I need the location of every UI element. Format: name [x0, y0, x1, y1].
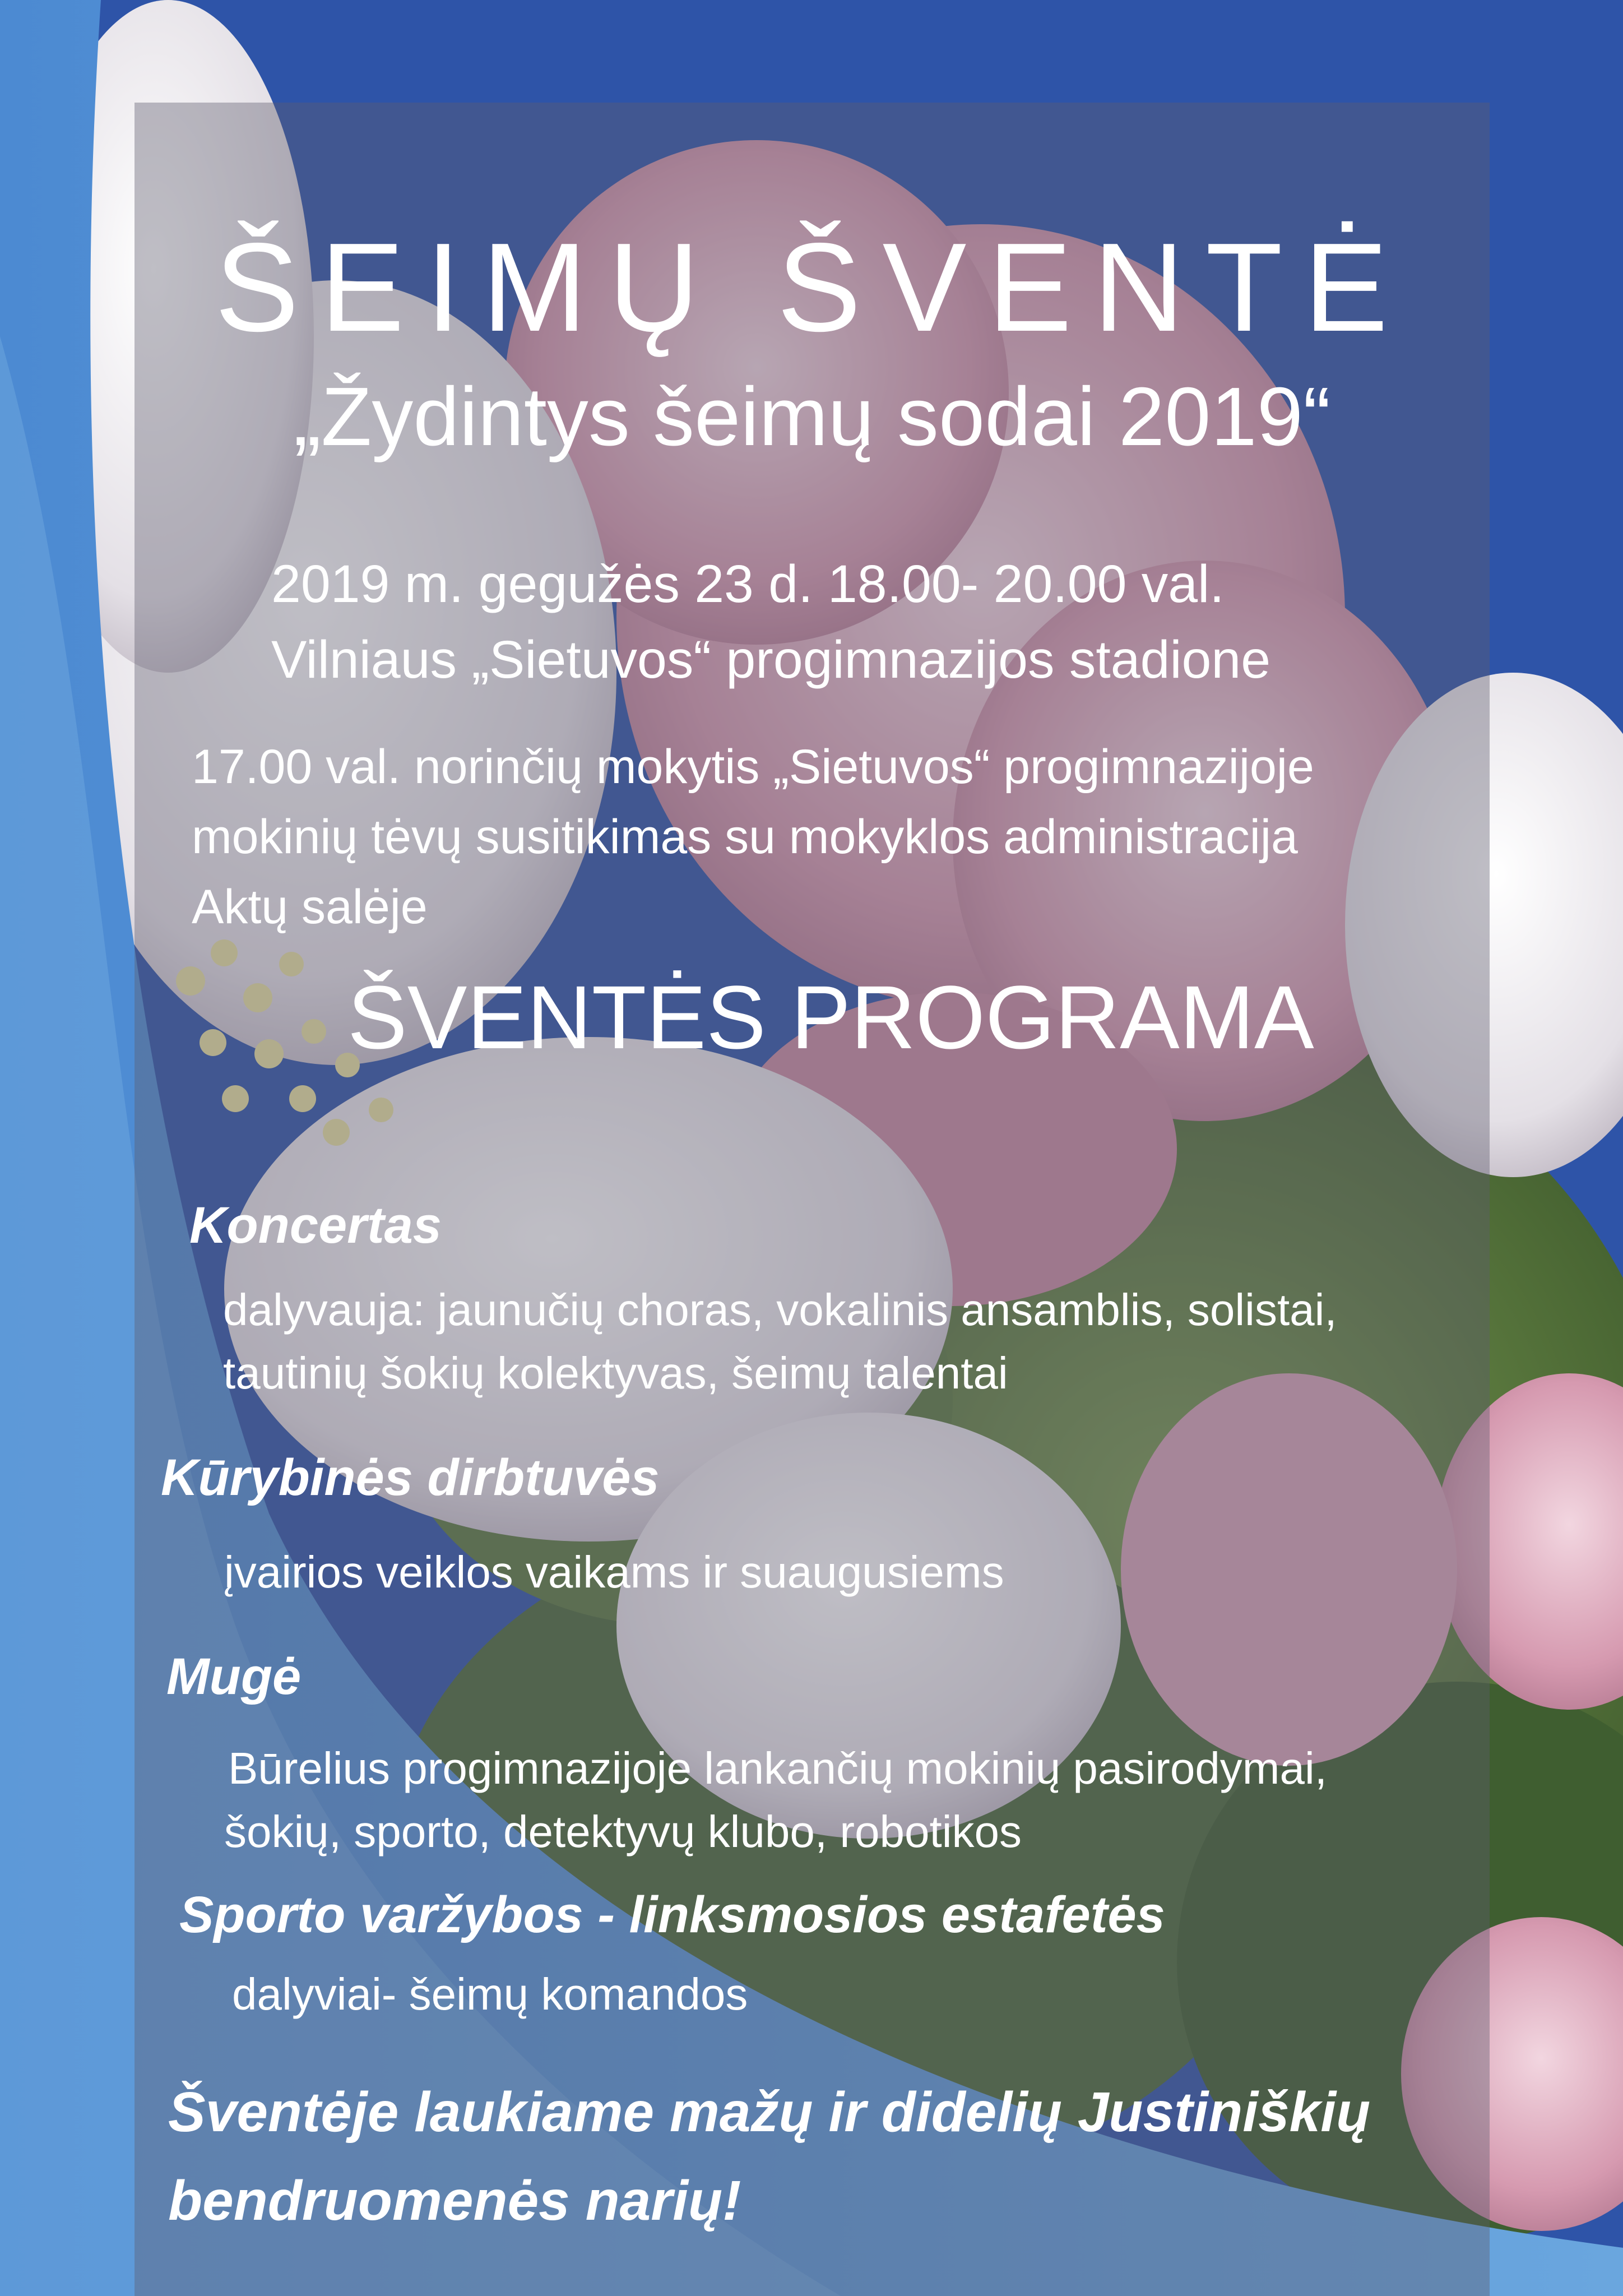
- info-line: 17.00 val. norinčių mokytis „Sietuvos“ progimnazijoje: [192, 740, 1314, 794]
- section-line: šokių, sporto, detektyvų klubo, robotikos: [224, 1807, 1022, 1857]
- section-heading-koncertas: Koncertas: [189, 1197, 442, 1254]
- event-location: Vilniaus „Sietuvos“ progimnazijos stadione: [271, 630, 1271, 689]
- info-line: mokinių tėvų susitikimas su mokyklos administracija: [192, 810, 1298, 864]
- section-heading-sporto-varzybos: Sporto varžybos - linksmosios estafetės: [179, 1886, 1165, 1943]
- section-line: dalyvauja: jaunučių choras, vokalinis ansamblis, solistai,: [223, 1285, 1337, 1335]
- section-heading-kurybines-dirbtuves: Kūrybinės dirbtuvės: [161, 1449, 660, 1506]
- closing-message: bendruomenės narių!: [168, 2169, 741, 2232]
- section-line: Būrelius progimnazijoje lankančių mokinių pasirodymai,: [228, 1743, 1327, 1793]
- info-line: Aktų salėje: [192, 880, 428, 934]
- section-line: dalyviai- šeimų komandos: [232, 1969, 748, 2019]
- event-datetime: 2019 m. gegužės 23 d. 18.00- 20.00 val.: [271, 554, 1225, 614]
- poster-subtitle: „Žydintys šeimų sodai 2019“: [293, 371, 1331, 463]
- poster-title: ŠEIMŲ ŠVENTĖ: [215, 216, 1409, 358]
- closing-message: Šventėje laukiame mažų ir didelių Justiniškių: [168, 2081, 1371, 2144]
- section-heading-muge: Mugė: [166, 1648, 302, 1705]
- section-line: tautinių šokių kolektyvas, šeimų talentai: [223, 1348, 1008, 1398]
- program-title: ŠVENTĖS PROGRAMA: [347, 967, 1314, 1067]
- section-line: įvairios veiklos vaikams ir suaugusiems: [224, 1547, 1004, 1597]
